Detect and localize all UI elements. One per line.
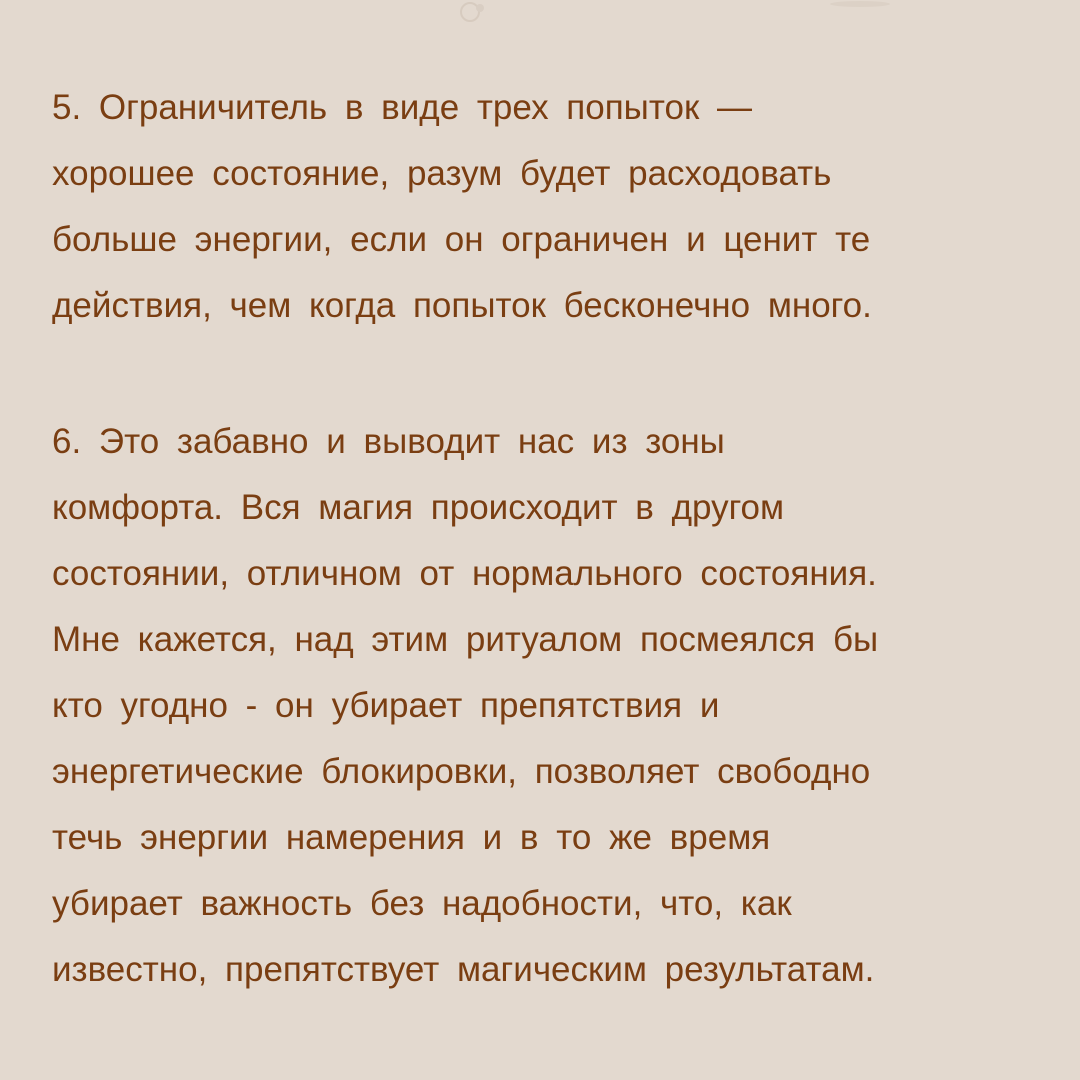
text-line: действия, чем когда попыток бесконечно много. <box>52 286 872 325</box>
text-line: 6. Это забавно и выводит нас из зоны <box>52 422 725 461</box>
text-line: течь энергии намерения и в то же время <box>52 818 771 857</box>
text-line: известно, препятствует магическим результатам. <box>52 950 875 989</box>
text-line: больше энергии, если он ограничен и ценит те <box>52 220 871 259</box>
text-line: Мне кажется, над этим ритуалом посмеялся бы <box>52 620 879 659</box>
text-line: хорошее состояние, разум будет расходовать <box>52 154 832 193</box>
text-line: энергетические блокировки, позволяет свободно <box>52 752 871 791</box>
text-line: 5. Ограничитель в виде трех попыток — <box>52 88 752 127</box>
paper-texture-top <box>0 0 1080 40</box>
text-line: убирает важность без надобности, что, как <box>52 884 792 923</box>
text-line: кто угодно - он убирает препятствия и <box>52 686 720 725</box>
text-line: состоянии, отличном от нормального состояния. <box>52 554 877 593</box>
text-line: комфорта. Вся магия происходит в другом <box>52 488 785 527</box>
paragraph-item-6 <box>52 409 1052 1003</box>
paragraph-item-5 <box>52 75 1052 339</box>
